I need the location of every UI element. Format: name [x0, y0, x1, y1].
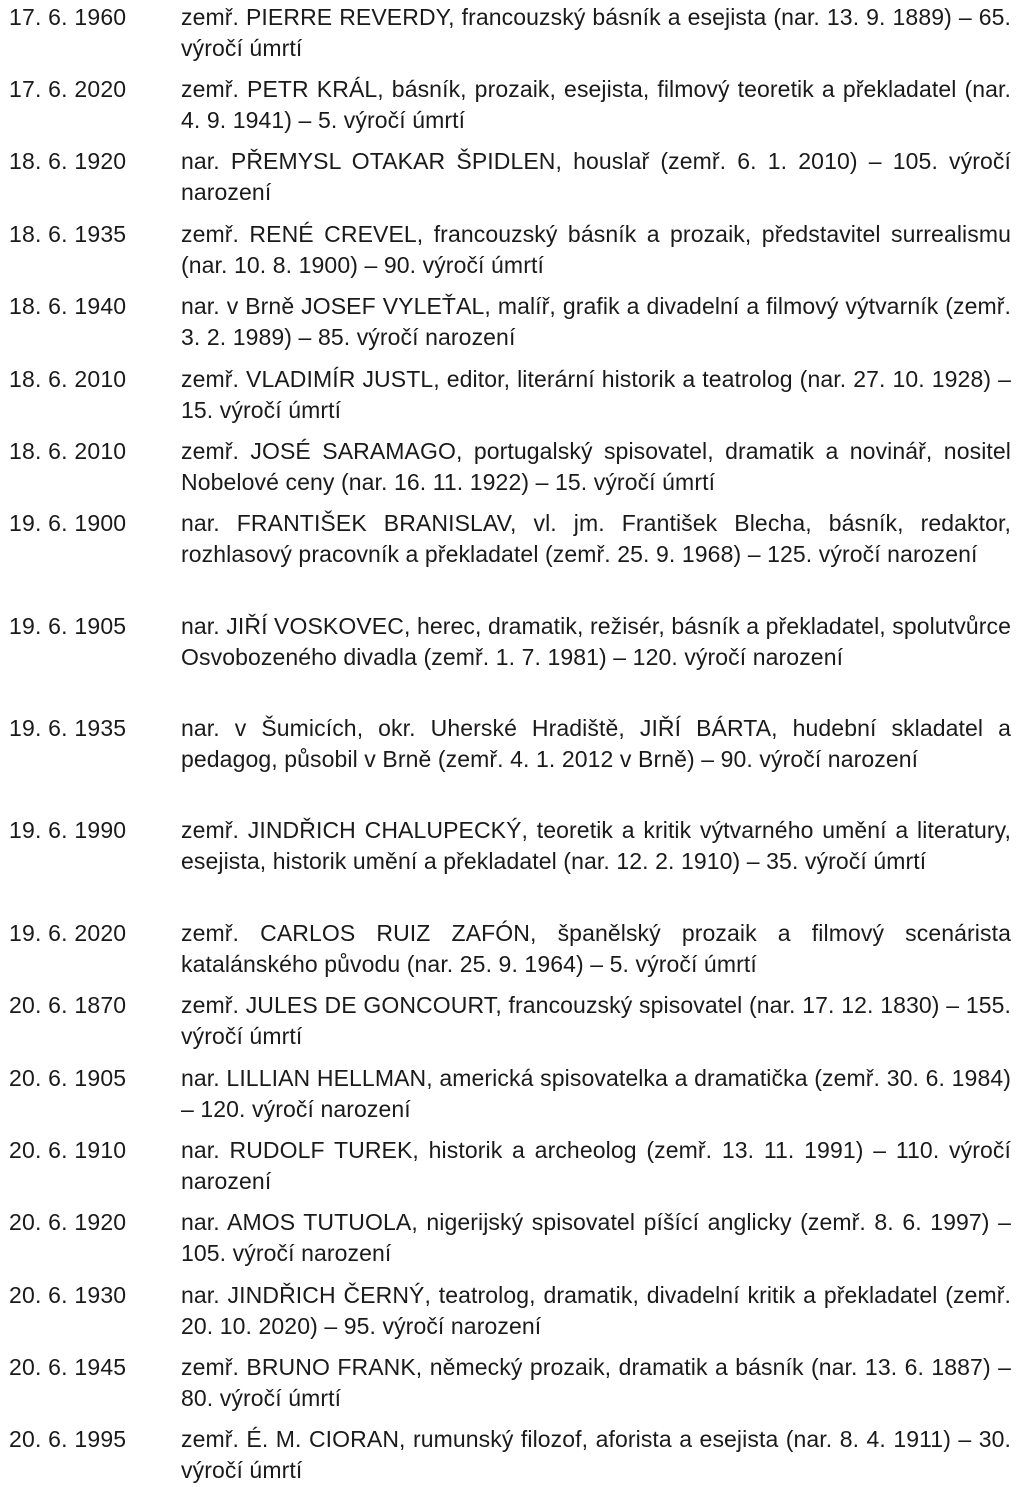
entry-date: 18. 6. 1940	[9, 293, 127, 319]
entry-row	[0, 436, 1020, 499]
entry-row	[0, 1424, 1020, 1487]
entry-row	[0, 918, 1020, 981]
entry-date: 19. 6. 1935	[9, 715, 127, 741]
entry-date: 20. 6. 1945	[9, 1354, 127, 1380]
entry-date: 19. 6. 1990	[9, 817, 127, 843]
entry-row	[0, 611, 1020, 674]
entry-date: 19. 6. 2020	[9, 920, 127, 946]
entry-text: nar. RUDOLF TUREK, historik a archeolog (zemř. 13. 11. 1991) – 110. výročí narození	[181, 1137, 1011, 1195]
entry-row	[0, 990, 1020, 1053]
entry-text: nar. JIŘÍ VOSKOVEC, herec, dramatik, režisér, básník a překladatel, spolutvůrce Osvobozeného divadla (zemř. 1. 7. 1981) – 120. výročí narození	[181, 613, 1011, 671]
entry-row	[0, 1207, 1020, 1270]
entry-text: zemř. CARLOS RUIZ ZAFÓN, španělský prozaik a filmový scenárista katalánského původu (nar. 25. 9. 1964) – 5. výročí úmrtí	[181, 920, 1011, 978]
entry-row	[0, 74, 1020, 137]
entry-text: zemř. É. M. CIORAN, rumunský filozof, aforista a esejista (nar. 8. 4. 1911) – 30. výročí úmrtí	[181, 1426, 1011, 1484]
entry-text: nar. JINDŘICH ČERNÝ, teatrolog, dramatik, divadelní kritik a překladatel (zemř. 20. 10. 2020) – 95. výročí narození	[181, 1282, 1011, 1340]
entry-date: 19. 6. 1905	[9, 613, 127, 639]
entry-date: 20. 6. 1995	[9, 1426, 127, 1452]
entry-text: zemř. PIERRE REVERDY, francouzský básník a esejista (nar. 13. 9. 1889) – 65. výročí úmrtí	[181, 4, 1011, 62]
entry-text: zemř. VLADIMÍR JUSTL, editor, literární historik a teatrolog (nar. 27. 10. 1928) – 15. výročí úmrtí	[181, 366, 1011, 424]
entry-row	[0, 1063, 1020, 1126]
entry-date: 18. 6. 1920	[9, 148, 127, 174]
entry-text: nar. v Šumicích, okr. Uherské Hradiště, JIŘÍ BÁRTA, hudební skladatel a pedagog, působil v Brně (zemř. 4. 1. 2012 v Brně) – 90. výročí narození	[181, 715, 1011, 773]
entry-row	[0, 291, 1020, 354]
entry-date: 18. 6. 2010	[9, 438, 127, 464]
entry-text: nar. LILLIAN HELLMAN, americká spisovatelka a dramatička (zemř. 30. 6. 1984) – 120. výročí narození	[181, 1065, 1011, 1123]
entry-text: zemř. JULES DE GONCOURT, francouzský spisovatel (nar. 17. 12. 1830) – 155. výročí úmrtí	[181, 992, 1011, 1050]
entry-text: zemř. RENÉ CREVEL, francouzský básník a prozaik, představitel surrealismu (nar. 10. 8. 1900) – 90. výročí úmrtí	[181, 221, 1011, 279]
entry-date: 18. 6. 2010	[9, 366, 127, 392]
entry-row	[0, 1135, 1020, 1198]
entry-text: zemř. JINDŘICH CHALUPECKÝ, teoretik a kritik výtvarného umění a literatury, esejista, historik umění a překladatel (nar. 12. 2. 1910) – 35. výročí úmrtí	[181, 817, 1011, 875]
entry-date: 20. 6. 1870	[9, 992, 127, 1018]
entry-date: 20. 6. 1930	[9, 1282, 127, 1308]
entry-date: 17. 6. 1960	[9, 4, 127, 30]
entry-row	[0, 1280, 1020, 1343]
entry-text: nar. FRANTIŠEK BRANISLAV, vl. jm. František Blecha, básník, redaktor, rozhlasový pracovník a překladatel (zemř. 25. 9. 1968) – 125. výročí narození	[181, 510, 1011, 568]
entry-text: nar. AMOS TUTUOLA, nigerijský spisovatel píšící anglicky (zemř. 8. 6. 1997) – 105. výročí narození	[181, 1209, 1011, 1267]
entry-row	[0, 2, 1020, 65]
entry-text: nar. v Brně JOSEF VYLEŤAL, malíř, grafik a divadelní a filmový výtvarník (zemř. 3. 2. 1989) – 85. výročí narození	[181, 293, 1011, 351]
entry-text: nar. PŘEMYSL OTAKAR ŠPIDLEN, houslař (zemř. 6. 1. 2010) – 105. výročí narození	[181, 148, 1011, 206]
entry-row	[0, 815, 1020, 878]
entry-date: 17. 6. 2020	[9, 76, 127, 102]
entry-date: 18. 6. 1935	[9, 221, 127, 247]
entry-text: zemř. PETR KRÁL, básník, prozaik, esejista, filmový teoretik a překladatel (nar. 4. 9. 1941) – 5. výročí úmrtí	[181, 76, 1011, 134]
entry-row	[0, 508, 1020, 571]
entry-text: zemř. JOSÉ SARAMAGO, portugalský spisovatel, dramatik a novinář, nositel Nobelové ceny (nar. 16. 11. 1922) – 15. výročí úmrtí	[181, 438, 1011, 496]
entry-row	[0, 146, 1020, 209]
entry-text: zemř. BRUNO FRANK, německý prozaik, dramatik a básník (nar. 13. 6. 1887) – 80. výročí úmrtí	[181, 1354, 1011, 1412]
entry-row	[0, 1352, 1020, 1415]
entry-row	[0, 713, 1020, 776]
entry-row	[0, 219, 1020, 282]
entry-date: 20. 6. 1905	[9, 1065, 127, 1091]
entry-date: 20. 6. 1920	[9, 1209, 127, 1235]
entry-date: 19. 6. 1900	[9, 510, 127, 536]
entry-date: 20. 6. 1910	[9, 1137, 127, 1163]
entry-row	[0, 364, 1020, 427]
